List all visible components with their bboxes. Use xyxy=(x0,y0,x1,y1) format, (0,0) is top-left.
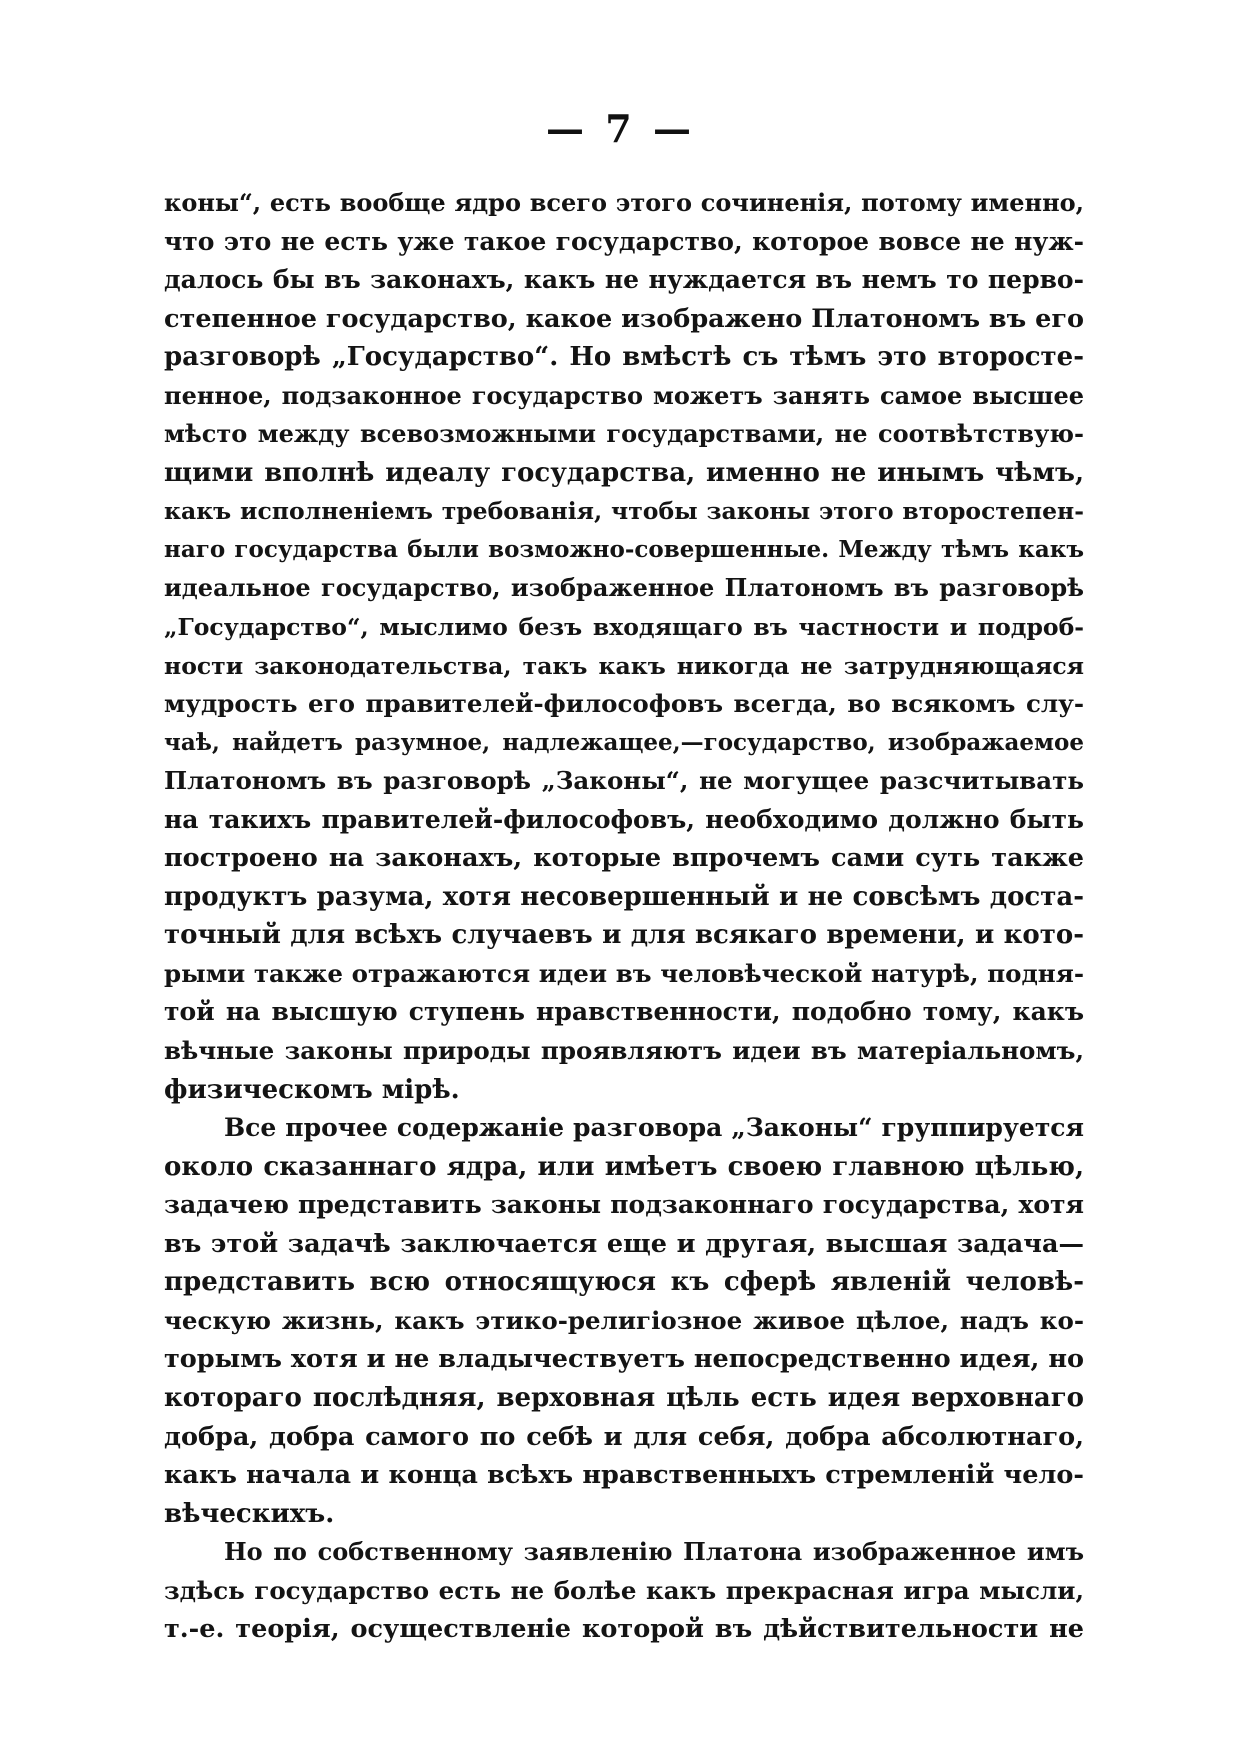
text-line: какъ исполненіемъ требованія, чтобы законы этого второстепен- xyxy=(164,497,1084,526)
text-line: ческую жизнь, какъ этико-религіозное живое цѣлое, надъ ко- xyxy=(164,1305,1084,1335)
text-line: въ этой задачѣ заключается еще и другая, высшая задача— xyxy=(164,1228,1084,1259)
text-line: точный для всѣхъ случаевъ и для всякаго времени, и кото- xyxy=(164,920,1084,951)
text-line: далось бы въ законахъ, какъ не нуждается въ немъ то перво- xyxy=(164,265,1084,295)
text-line: представить всю относящуюся къ сферѣ явленій человѣ- xyxy=(164,1267,1084,1298)
text-line: здѣсь государство есть не болѣе какъ прекрасная игра мысли, xyxy=(164,1575,1084,1605)
text-line: степенное государство, какое изображено Платономъ въ его xyxy=(164,303,1084,334)
text-line: продуктъ разума, хотя несовершенный и не совсѣмъ доста- xyxy=(164,881,1084,912)
text-line: добра, добра самого по себѣ и для себя, добра абсолютнаго, xyxy=(164,1421,1084,1452)
text-line: какъ начала и конца всѣхъ нравственныхъ стремленій чело- xyxy=(164,1460,1084,1491)
text-line: вѣчные законы природы проявляютъ идеи въ матеріальномъ, xyxy=(164,1036,1084,1066)
text-line: что это не есть уже такое государство, которое вовсе не нуж- xyxy=(164,226,1084,256)
text-line: наго государства были возможно-совершенные. Между тѣмъ какъ xyxy=(164,535,1084,563)
text-line: котораго послѣдняя, верховная цѣль есть идея верховнаго xyxy=(164,1382,1084,1413)
text-line: коны“, есть вообще ядро всего этого сочиненія, потому именно, xyxy=(164,188,1084,217)
text-line: рыми также отражаются идеи въ человѣческой натурѣ, подня- xyxy=(164,958,1084,988)
text-line: Но по собственному заявленію Платона изображенное имъ xyxy=(224,1537,1084,1567)
text-line: пенное, подзаконное государство можетъ занять самое высшее xyxy=(164,380,1084,410)
text-line: „Государство“, мыслимо безъ входящаго въ частности и подроб- xyxy=(164,613,1084,642)
text-line: разговорѣ „Государство“. Но вмѣстѣ съ тѣмъ это второсте- xyxy=(164,342,1084,373)
text-line: построено на законахъ, которые впрочемъ сами суть также xyxy=(164,843,1084,874)
text-line: мѣсто между всевозможными государствами, не соотвѣтствую- xyxy=(164,419,1084,449)
text-line: ности законодательства, такъ какъ никогда не затрудняющаяся xyxy=(164,651,1084,680)
text-line: щими вполнѣ идеалу государства, именно не инымъ чѣмъ, xyxy=(164,457,1084,488)
text-line: т.-е. теорія, осуществленіе которой въ дѣйствительности не xyxy=(164,1614,1084,1645)
text-line: физическомъ мірѣ. xyxy=(164,1074,460,1105)
page-number: — 7 — xyxy=(546,106,695,151)
text-line: вѣческихъ. xyxy=(164,1498,335,1529)
text-line: идеальное государство, изображенное Платономъ въ разговорѣ xyxy=(164,573,1084,603)
text-line: мудрость его правителей-философовъ всегда, во всякомъ слу- xyxy=(164,689,1084,719)
text-line: на такихъ правителей-философовъ, необходимо должно быть xyxy=(164,804,1084,834)
text-line: Платономъ въ разговорѣ „Законы“, не могущее разсчитывать xyxy=(164,766,1084,796)
body-text xyxy=(164,184,1084,1649)
text-line: Все прочее содержаніе разговора „Законы“ группируется xyxy=(224,1113,1084,1143)
text-line: чаѣ, найдетъ разумное, надлежащее,—государство, изображаемое xyxy=(164,728,1084,756)
text-line: той на высшую ступень нравственности, подобно тому, какъ xyxy=(164,997,1084,1027)
text-line: торымъ хотя и не владычествуетъ непосредственно идея, но xyxy=(164,1344,1084,1375)
text-line: около сказаннаго ядра, или имѣетъ своею главною цѣлью, xyxy=(164,1151,1084,1182)
text-line: задачею представить законы подзаконнаго государства, хотя xyxy=(164,1190,1084,1220)
